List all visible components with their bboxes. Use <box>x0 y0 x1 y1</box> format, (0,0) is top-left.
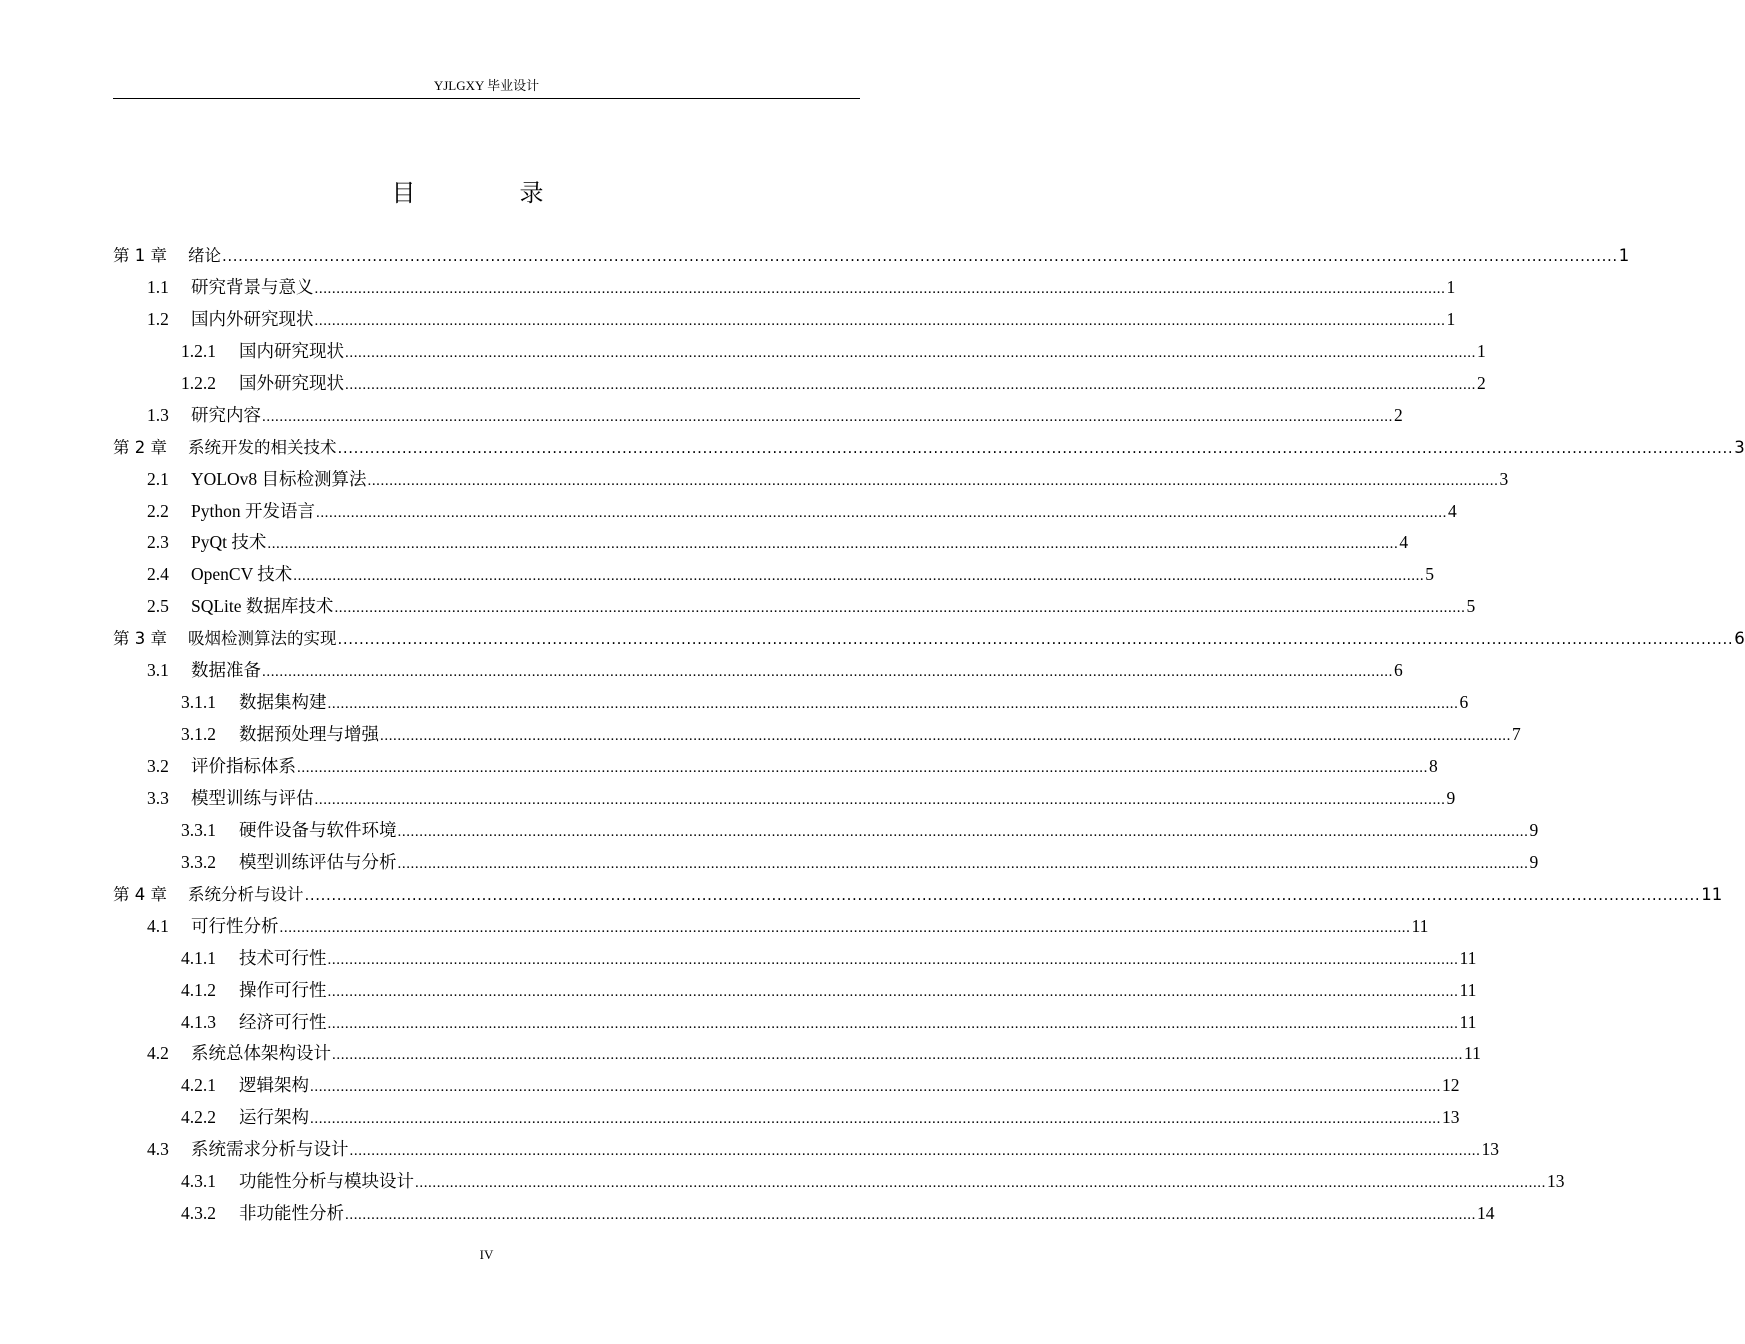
toc-section-entry[interactable] <box>113 785 1456 817</box>
toc-entry-title: 技术可行性 <box>239 947 327 968</box>
toc-dot-leader: .................................................................................................................................................................................................................................................................... <box>314 280 1446 297</box>
toc-entry-number: 第 2 章 <box>113 437 167 457</box>
toc-dot-leader: .................................................................................................................................................................................................................................................................... <box>380 728 1511 745</box>
toc-entry-number: 1.2.2 <box>181 372 216 393</box>
toc-entry-page: 1 <box>1618 246 1630 265</box>
toc-chapter-entry[interactable] <box>113 434 1745 466</box>
toc-entry-title: 吸烟检测算法的实现 <box>188 629 337 649</box>
toc-entry-title: 系统分析与设计 <box>188 884 304 904</box>
toc-entry-page: 6 <box>1734 629 1745 649</box>
toc-entry-number: 4.1.3 <box>181 1011 216 1032</box>
toc-dot-leader: .................................................................................................................................................................................................................................................................... <box>310 1079 1441 1096</box>
toc-section-entry[interactable] <box>113 274 1456 306</box>
toc-dot-leader: .................................................................................................................................................................................................................................................................... <box>315 504 1447 521</box>
toc-entry-number: 4.3.2 <box>181 1203 216 1224</box>
toc-dot-leader: .................................................................................................................................................................................................................................................................... <box>262 664 1393 681</box>
toc-entry-page: 6 <box>1459 692 1469 713</box>
toc-dot-leader: .................................................................................................................................................................................................................................................................... <box>327 951 1459 968</box>
toc-entry-title: 数据准备 <box>191 660 261 681</box>
toc-dot-leader: .................................................................................................................................................................................................................................................................... <box>397 855 1529 872</box>
toc-entry-page: 5 <box>1425 564 1435 585</box>
toc-entry-title: 运行架构 <box>239 1107 309 1128</box>
toc-entry-title: OpenCV 技术 <box>191 564 293 585</box>
toc-entry-title: 绪论 <box>188 246 221 265</box>
toc-entry-number: 4.2.1 <box>181 1075 216 1096</box>
toc-entry-page: 1 <box>1477 340 1486 361</box>
toc-entry-title: 系统开发的相关技术 <box>188 437 337 457</box>
page-number: IV <box>479 1247 494 1262</box>
toc-entry-number: 3.3.1 <box>181 819 216 840</box>
toc-dot-leader: .................................................................................................................................................................................................................................................................... <box>397 823 1529 840</box>
toc-dot-leader: .................................................................................................................................................................................................................................................................... <box>345 344 1476 361</box>
header-rule <box>113 98 860 99</box>
toc-entry-number: 第 1 章 <box>113 246 167 265</box>
toc-entry-number: 3.3 <box>147 787 169 808</box>
toc-dot-leader: .................................................................................................................................................................................................................................................................... <box>337 630 1734 649</box>
toc-entry-title: 经济可行性 <box>239 1011 327 1032</box>
toc-entry-title: PyQt 技术 <box>191 532 267 553</box>
toc-subsection-entry[interactable] <box>113 1168 1565 1200</box>
toc-entry-page: 6 <box>1394 660 1403 681</box>
toc-entry-title: 模型训练评估与分析 <box>239 851 397 872</box>
toc-section-entry[interactable] <box>113 1040 1481 1072</box>
toc-subsection-entry[interactable] <box>113 977 1477 1009</box>
toc-entry-number: 4.1.2 <box>181 979 216 1000</box>
toc-entry-number: 2.5 <box>147 596 169 617</box>
toc-entry-title: 模型训练与评估 <box>191 787 314 808</box>
toc-entry-title: 硬件设备与软件环境 <box>239 819 397 840</box>
toc-entry-page: 9 <box>1529 819 1539 840</box>
toc-entry-number: 4.1 <box>147 915 169 936</box>
toc-section-entry[interactable] <box>113 466 1509 498</box>
toc-dot-leader: .................................................................................................................................................................................................................................................................... <box>332 1047 1463 1064</box>
toc-dot-leader: .................................................................................................................................................................................................................................................................... <box>262 408 1393 425</box>
toc-entry-number: 第 4 章 <box>113 884 167 904</box>
running-header: YJLGXY 毕业设计 <box>433 78 540 93</box>
toc-subsection-entry[interactable] <box>113 338 1486 370</box>
toc-dot-leader: .................................................................................................................................................................................................................................................................... <box>334 600 1466 617</box>
toc-subsection-entry[interactable] <box>113 1009 1477 1041</box>
toc-entry-page: 13 <box>1547 1171 1565 1192</box>
toc-chapter-entry[interactable] <box>113 242 1630 274</box>
toc-subsection-entry[interactable] <box>113 817 1539 849</box>
toc-title: 目 录 <box>391 181 584 207</box>
toc-entry-title: 非功能性分析 <box>239 1203 344 1224</box>
toc-entry-page: 5 <box>1466 596 1476 617</box>
toc-subsection-entry[interactable] <box>113 370 1486 402</box>
toc-entry-title: 研究背景与意义 <box>191 276 314 297</box>
toc-dot-leader: .................................................................................................................................................................................................................................................................... <box>279 919 1411 936</box>
toc-entry-title: 可行性分析 <box>191 915 279 936</box>
toc-entry-title: 逻辑架构 <box>239 1075 309 1096</box>
toc-entry-number: 4.3 <box>147 1139 169 1160</box>
toc-entry-page: 3 <box>1499 468 1509 489</box>
toc-section-entry[interactable] <box>113 561 1435 593</box>
toc-entry-number: 2.3 <box>147 532 169 553</box>
toc-entry-page: 13 <box>1481 1139 1499 1160</box>
toc-entry-number: 2.1 <box>147 468 169 489</box>
toc-entry-number: 2.2 <box>147 500 169 521</box>
toc-dot-leader: .................................................................................................................................................................................................................................................................... <box>327 696 1459 713</box>
toc-dot-leader: .................................................................................................................................................................................................................................................................... <box>222 247 1618 265</box>
toc-entry-page: 11 <box>1459 979 1477 1000</box>
toc-entry-page: 11 <box>1701 884 1723 904</box>
toc-entry-page: 1 <box>1446 276 1456 297</box>
toc-entry-number: 1.2 <box>147 308 169 329</box>
toc-chapter-entry[interactable] <box>113 625 1745 657</box>
toc-entry-number: 3.3.2 <box>181 851 216 872</box>
toc-subsection-entry[interactable] <box>113 1104 1460 1136</box>
toc-dot-leader: .................................................................................................................................................................................................................................................................... <box>327 1015 1459 1032</box>
toc-entry-title: 国内外研究现状 <box>191 308 314 329</box>
toc-entry-number: 3.1.2 <box>181 724 216 745</box>
toc-entry-page: 11 <box>1411 915 1429 936</box>
toc-entry-title: 系统总体架构设计 <box>191 1043 331 1064</box>
toc-entry-number: 3.1 <box>147 660 169 681</box>
toc-section-entry[interactable] <box>113 593 1476 625</box>
toc-section-entry[interactable] <box>113 402 1403 434</box>
toc-entry-page: 3 <box>1734 437 1745 457</box>
toc-dot-leader: .................................................................................................................................................................................................................................................................... <box>310 1111 1441 1128</box>
toc-subsection-entry[interactable] <box>113 945 1477 977</box>
toc-entry-page: 4 <box>1399 532 1409 553</box>
toc-subsection-entry[interactable] <box>113 689 1469 721</box>
toc-entry-number: 3.2 <box>147 756 169 776</box>
toc-section-entry[interactable] <box>113 1136 1499 1168</box>
toc-entry-page: 2 <box>1477 372 1486 393</box>
toc-dot-leader: .................................................................................................................................................................................................................................................................... <box>304 885 1701 904</box>
toc-entry-page: 11 <box>1464 1043 1481 1064</box>
toc-dot-leader: .................................................................................................................................................................................................................................................................... <box>314 791 1446 808</box>
toc-entry-number: 1.3 <box>147 404 169 425</box>
toc-chapter-entry[interactable] <box>113 881 1723 913</box>
toc-entry-number: 4.1.1 <box>181 947 216 968</box>
toc-entry-title: 数据预处理与增强 <box>239 724 379 745</box>
toc-section-entry[interactable] <box>113 498 1457 530</box>
toc-section-entry[interactable] <box>113 913 1429 945</box>
toc-entry-title: 操作可行性 <box>239 979 327 1000</box>
table-of-contents <box>113 242 1745 1232</box>
toc-entry-page: 11 <box>1459 1011 1477 1032</box>
toc-entry-page: 9 <box>1529 851 1539 872</box>
toc-entry-page: 13 <box>1442 1107 1460 1128</box>
toc-subsection-entry[interactable] <box>113 1200 1495 1232</box>
toc-entry-title: YOLOv8 目标检测算法 <box>191 468 367 489</box>
toc-dot-leader: .................................................................................................................................................................................................................................................................... <box>297 760 1428 776</box>
toc-entry-page: 9 <box>1446 787 1456 808</box>
toc-section-entry[interactable] <box>113 529 1409 561</box>
toc-dot-leader: .................................................................................................................................................................................................................................................................... <box>345 376 1476 393</box>
toc-entry-title: 国外研究现状 <box>239 372 344 393</box>
toc-entry-page: 1 <box>1446 308 1456 329</box>
toc-section-entry[interactable] <box>113 306 1456 338</box>
toc-entry-number: 1.1 <box>147 276 169 297</box>
toc-entry-title: 国内研究现状 <box>239 340 344 361</box>
toc-entry-number: 3.1.1 <box>181 692 216 713</box>
toc-entry-title: 评价指标体系 <box>191 756 296 776</box>
toc-dot-leader: .................................................................................................................................................................................................................................................................... <box>337 438 1734 457</box>
toc-entry-title: 数据集构建 <box>239 692 327 713</box>
toc-dot-leader: .................................................................................................................................................................................................................................................................... <box>349 1143 1481 1160</box>
toc-dot-leader: .................................................................................................................................................................................................................................................................... <box>345 1207 1476 1224</box>
toc-entry-number: 4.3.1 <box>181 1171 216 1192</box>
toc-entry-page: 8 <box>1429 756 1438 776</box>
toc-entry-page: 2 <box>1394 404 1403 425</box>
toc-entry-number: 2.4 <box>147 564 169 585</box>
toc-section-entry[interactable] <box>113 753 1438 785</box>
toc-entry-title: 研究内容 <box>191 404 261 425</box>
toc-dot-leader: .................................................................................................................................................................................................................................................................... <box>314 312 1446 329</box>
toc-entry-page: 12 <box>1442 1075 1460 1096</box>
toc-entry-number: 1.2.1 <box>181 340 216 361</box>
toc-dot-leader: .................................................................................................................................................................................................................................................................... <box>367 472 1499 489</box>
toc-entry-title: SQLite 数据库技术 <box>191 596 334 617</box>
toc-subsection-entry[interactable] <box>113 849 1539 881</box>
toc-dot-leader: .................................................................................................................................................................................................................................................................... <box>327 983 1459 1000</box>
toc-dot-leader: .................................................................................................................................................................................................................................................................... <box>267 536 1399 553</box>
toc-entry-page: 11 <box>1459 947 1477 968</box>
toc-entry-page: 7 <box>1512 724 1521 745</box>
toc-entry-number: 4.2 <box>147 1043 169 1064</box>
toc-entry-page: 4 <box>1447 500 1457 521</box>
toc-subsection-entry[interactable] <box>113 721 1521 753</box>
toc-entry-number: 第 3 章 <box>113 629 167 649</box>
toc-entry-page: 14 <box>1477 1203 1495 1224</box>
toc-section-entry[interactable] <box>113 657 1403 689</box>
toc-entry-number: 4.2.2 <box>181 1107 216 1128</box>
toc-dot-leader: .................................................................................................................................................................................................................................................................... <box>415 1175 1546 1192</box>
toc-dot-leader: .................................................................................................................................................................................................................................................................... <box>293 568 1425 585</box>
toc-entry-title: 功能性分析与模块设计 <box>239 1171 414 1192</box>
toc-entry-title: 系统需求分析与设计 <box>191 1139 349 1160</box>
toc-entry-title: Python 开发语言 <box>191 500 315 521</box>
toc-subsection-entry[interactable] <box>113 1072 1460 1104</box>
